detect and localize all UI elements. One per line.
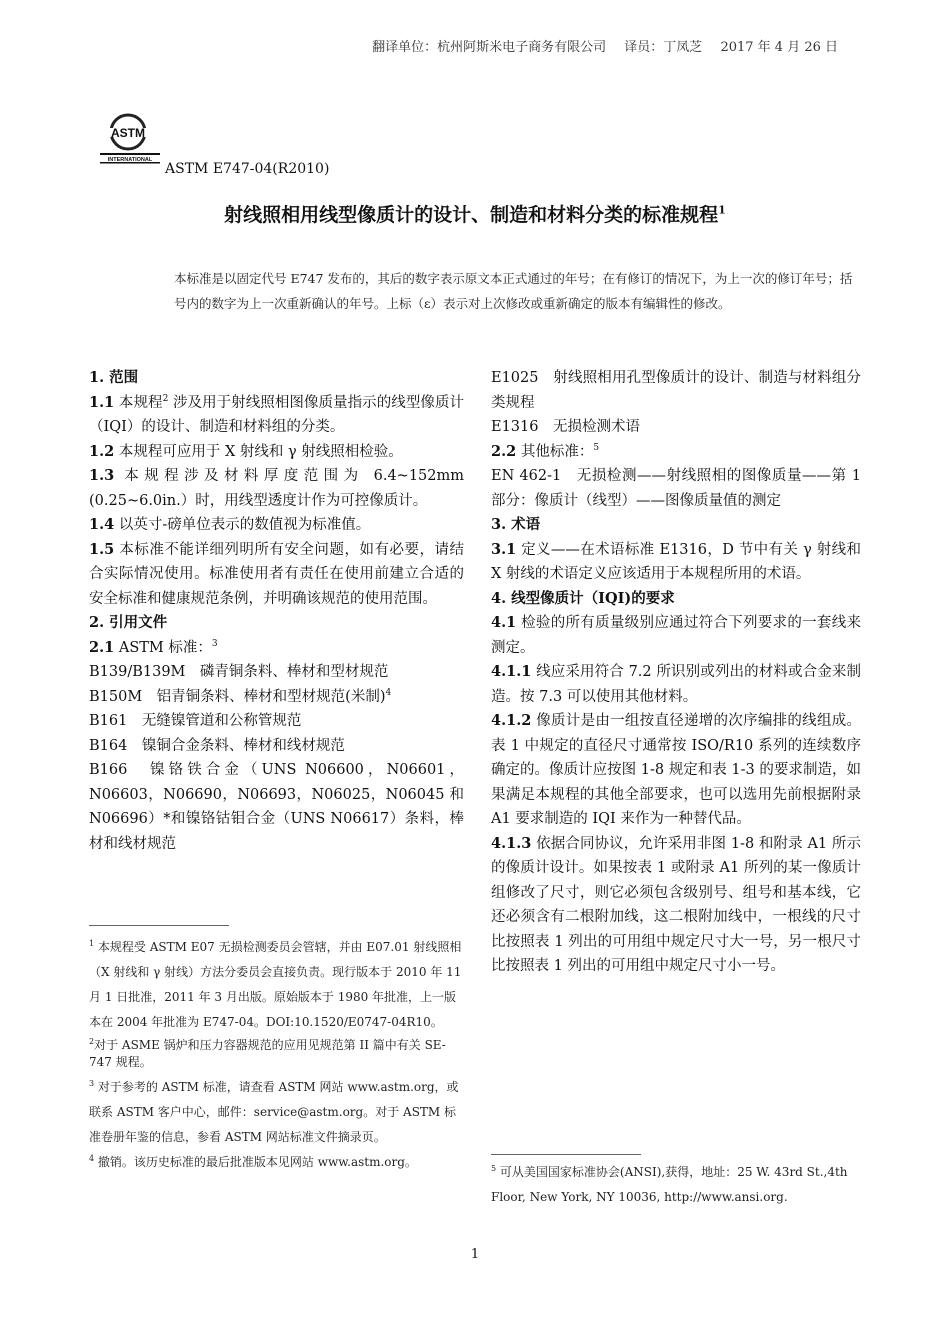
left-column [89,366,464,856]
footnote-4: $^4$ 撤销。该历史标准的最后批准版本见网站 www.astm.org。 [89,1154,417,1169]
clause-4-1-2: 4.1.2 像质计是由一组按直径递增的次序编排的线组成。表 1 中规定的直径尺寸通常按 ISO/R10 系列的连续数序确定的。像质计应按图 1-8 规定和表 1-3 的要求制造，如果满足本规程的其他全部要求，也可以选用先前根据附录 A1 要求制造的 IQI 来作为一种替代品。 [491,712,861,827]
translator-unit: 翻译单位：杭州阿斯米电子商务有限公司 [372,40,607,55]
preface-note: 本标准是以固定代号 E747 发布的，其后的数字表示原文本正式通过的年号；在有修订的情况下，为上一次的修订年号；括号内的数字为上一次重新确认的年号。上标（ε）表示对上次修改或重新确定的版本有编辑性的修改。 [174,271,853,311]
title-text: 射线照相用线型像质计的设计、制造和材料分类的标准规程 [224,204,719,226]
clause-4-1-1: 4.1.1 线应采用符合 7.2 所识别或列出的材料或合金来制造。按 7.3 可以使用其他材料。 [491,663,861,705]
clause-4-1-3: 4.1.3 依据合同协议，允许采用非图 1-8 和附录 A1 所示的像质计设计。如果按表 1 或附录 A1 所列的某一像质计组修改了尺寸，则它必须包含级别号、组号和基本线，它还必须含有二根附加线，这二根附加线中，一根线的尺寸比按照表 1 列出的可用组中规定尺寸大一号，另一根尺寸比按照表 1 列出的可用组中规定尺寸小一号。 [491,834,861,974]
clause-1-3: 1.3 本规程涉及材料厚度范围为 6.4~152mm (0.25~6.0in.）时，用线型透度计作为可控像质计。 [89,467,464,509]
reference-item: E1316 无损检测术语 [491,419,640,435]
reference-item: E1025 射线照相用孔型像质计的设计、制造与材料组分类规程 [491,370,861,411]
section-heading-terminology: 3. 术语 [491,516,541,533]
logo-text: ASTM [111,126,145,140]
reference-item: EN 462-1 无损检测——射线照相的图像质量——第 1 部分：像质计（线型）——图像质量值的测定 [491,468,861,509]
footnote-divider [89,925,229,926]
clause-4-1: 4.1 检验的所有质量级别应通过符合下列要求的一套线来测定。 [491,614,861,656]
footnotes-right [491,1160,863,1210]
footnote-2: $^2$对于 ASME 锅炉和压力容器规范的应用见规范第 II 篇中有关 SE-747 规程。 [89,1037,446,1069]
reference-item: B150M 铝青铜条料、棒材和型材规范(米制)$^4$ [89,687,392,705]
standard-code: ASTM E747-04(R2010) [165,161,330,177]
section-heading-references: 2. 引用文件 [89,614,168,631]
clause-1-4: 1.4 以英寸-磅单位表示的数值视为标准值。 [89,516,371,533]
document-title [0,200,950,227]
page-number: 1 [470,1247,480,1262]
clause-2-1: 2.1 ASTM 标准：$^3$ [89,638,218,656]
footnote-5: $^5$ 可从美国国家标准协会(ANSI),获得，地址：25 W. 43rd St.,4th Floor, New York, NY 10036, http://www.ansi.org. [491,1164,848,1204]
page-header [358,36,838,55]
footnote-divider [491,1154,641,1155]
reference-item: B139/B139M 磷青铜条料、棒材和型材规范 [89,664,389,680]
reference-item: B164 镍铜合金条料、棒材和线材规范 [89,737,345,754]
clause-1-2: 1.2 本规程可应用于 X 射线和 γ 射线照相检验。 [89,442,403,460]
footnote-1: $^1$ 本规程受 ASTM E07 无损检测委员会管辖，并由 E07.01 射线照相（X 射线和 γ 射线）方法分委员会直接负责。现行版本于 2010 年 11 月 1 日批准，2011 年 3 月出版。原始版本于 1980 年批准，上一版本在 2004 年批准为 E747-04。DOI:10.1520/E0747-04R10。 [89,939,462,1029]
title-footnote-ref: 1 [718,203,726,217]
section-heading-requirements: 4. 线型像质计（IQI)的要求 [491,589,675,607]
section-heading-scope: 1. 范围 [89,369,139,386]
clause-2-2: 2.2 其他标准：$^5$ [491,442,600,460]
reference-item: B166 镍铬铁合金（UNS N06600，N06601，N06603，N06690，N06693，N06025，N06045 和 N06696）*和镍铬钴钼合金（UNS N06617）条料，棒材和线材规范 [89,762,464,852]
translator-name: 译员：丁凤芝 [624,40,703,55]
footnotes-left [89,935,467,1175]
logo-subtext: INTERNATIONAL [107,157,153,163]
right-column [491,366,861,979]
astm-international-logo [100,112,160,168]
clause-1-5: 1.5 本标准不能详细列明所有安全问题，如有必要，请结合实际情况使用。标准使用者有责任在使用前建立合适的安全标准和健康规范条例，并明确该规范的使用范围。 [89,540,464,607]
reference-item: B161 无缝镍管道和公称管规范 [89,713,302,729]
footnote-3: $^3$ 对于参考的 ASTM 标准，请查看 ASTM 网站 www.astm.org，或联系 ASTM 客户中心，邮件：service@astm.org。对于 ASTM 标准卷册年鉴的信息，参看 ASTM 网站标准文件摘录页。 [89,1079,459,1144]
translation-date: 2017 年 4 月 26 日 [720,40,838,55]
clause-1-1: 1.1 本规程$^2$ 涉及用于射线照相图像质量指示的线型像质计（IQI）的设计、制造和材料组的分类。 [89,393,464,435]
clause-3-1: 3.1 定义——在术语标准 E1316，D 节中有关 γ 射线和 X 射线的术语定义应该适用于本规程所用的术语。 [491,540,861,582]
